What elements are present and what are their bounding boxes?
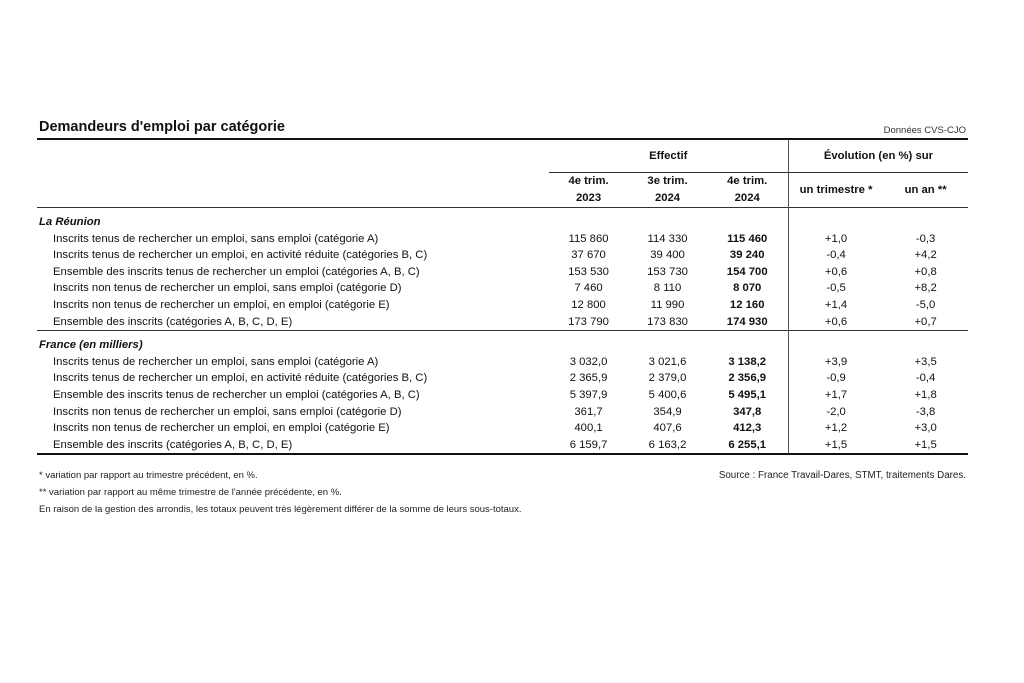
cell-evol-quarter: -0,4 <box>788 247 883 264</box>
row-label: Inscrits tenus de rechercher un emploi, sans emploi (catégorie A) <box>53 232 379 245</box>
section-title: La Réunion <box>39 216 101 228</box>
cell-q4-2024: 5 495,1 <box>728 388 767 401</box>
cell-q4-2023: 361,7 <box>574 405 603 418</box>
table-row <box>37 231 968 248</box>
cell-q3-2024: 114 330 <box>647 232 688 245</box>
cell-evol-year: -5,0 <box>915 298 936 311</box>
cell-q4-2024: 115 460 <box>727 232 768 245</box>
cell-evol-quarter: -0,9 <box>788 370 883 387</box>
cell-q3-2024: 5 400,6 <box>648 388 687 401</box>
cell-evol-year: -0,4 <box>915 372 936 385</box>
cell-q4-2024: 2 356,9 <box>728 372 767 385</box>
table-row <box>37 370 968 387</box>
row-label: Inscrits non tenus de rechercher un emploi, sans emploi (catégorie D) <box>53 282 402 295</box>
source-note: Source : France Travail-Dares, STMT, traitements Dares. <box>718 470 966 481</box>
cell-evol-quarter: +1,4 <box>788 297 883 314</box>
cell-q3-2024: 8 110 <box>653 282 682 295</box>
table-title: Demandeurs d'emploi par catégorie <box>39 119 285 135</box>
header-col-year: un an ** <box>904 183 947 196</box>
table-row <box>37 354 968 371</box>
header-col-q3-2024: 3e trim. 2024 <box>647 175 688 204</box>
cell-evol-year: +1,8 <box>914 388 937 401</box>
cell-evol-year: +4,2 <box>914 249 937 262</box>
cell-q3-2024: 6 163,2 <box>648 438 687 451</box>
cell-q4-2024: 3 138,2 <box>728 355 767 368</box>
cell-evol-year: +3,5 <box>914 355 937 368</box>
cell-evol-quarter: -0,5 <box>788 280 883 297</box>
row-label: Inscrits tenus de rechercher un emploi, en activité réduite (catégories B, C) <box>53 372 428 385</box>
cell-q3-2024: 153 730 <box>647 265 688 278</box>
data-table <box>37 140 968 455</box>
table-row <box>37 387 968 404</box>
section-header <box>37 208 968 231</box>
cell-evol-quarter: +1,0 <box>788 231 883 248</box>
table-row <box>37 404 968 421</box>
cell-q4-2023: 7 460 <box>574 282 603 295</box>
cell-evol-quarter: +0,6 <box>788 264 883 281</box>
cell-q3-2024: 2 379,0 <box>648 372 687 385</box>
cell-q4-2024: 174 930 <box>726 315 768 328</box>
cell-q4-2024: 39 240 <box>729 249 765 262</box>
table-row <box>37 314 968 331</box>
cell-q4-2023: 173 790 <box>568 315 609 328</box>
cell-q4-2023: 2 365,9 <box>569 372 608 385</box>
cell-q4-2024: 412,3 <box>733 422 762 435</box>
cell-q4-2024: 8 070 <box>733 282 762 295</box>
cell-evol-quarter: +1,2 <box>788 420 883 437</box>
header-effectif: Effectif <box>549 140 789 173</box>
cell-evol-quarter: +1,7 <box>788 387 883 404</box>
row-label: Inscrits non tenus de rechercher un emploi, en emploi (catégorie E) <box>53 422 390 435</box>
row-label: Inscrits tenus de rechercher un emploi, en activité réduite (catégories B, C) <box>53 249 428 262</box>
cell-evol-year: +8,2 <box>914 282 937 295</box>
cell-q4-2023: 12 800 <box>571 298 606 311</box>
row-label: Ensemble des inscrits (catégories A, B, C, D, E) <box>53 315 293 328</box>
row-label: Inscrits tenus de rechercher un emploi, sans emploi (catégorie A) <box>53 355 379 368</box>
header-col-quarter: un trimestre * <box>788 173 883 208</box>
cell-evol-quarter: +0,6 <box>788 314 883 331</box>
row-label: Ensemble des inscrits (catégories A, B, C, D, E) <box>53 438 293 451</box>
section-header <box>37 331 968 354</box>
header-col-q4-2023: 4e trim. 2023 <box>568 175 609 204</box>
cell-q4-2024: 12 160 <box>729 298 765 311</box>
cell-evol-year: +1,5 <box>914 438 937 451</box>
cell-q4-2023: 3 032,0 <box>569 355 608 368</box>
table-row <box>37 247 968 264</box>
table-row <box>37 297 968 314</box>
cell-evol-year: +0,7 <box>914 315 937 328</box>
cell-q4-2023: 153 530 <box>568 265 609 278</box>
cell-q4-2023: 6 159,7 <box>569 438 608 451</box>
header-col-q4-2024: 4e trim. 2024 <box>727 175 768 204</box>
table-row <box>37 437 968 455</box>
data-type-note: Données CVS-CJO <box>883 125 966 136</box>
table-row <box>37 420 968 437</box>
cell-evol-year: -0,3 <box>915 232 936 245</box>
section-title: France (en milliers) <box>37 331 549 354</box>
cell-q4-2023: 37 670 <box>571 249 606 262</box>
cell-q4-2023: 115 860 <box>568 232 609 245</box>
cell-evol-year: +0,8 <box>914 265 937 278</box>
cell-q3-2024: 11 990 <box>650 298 685 311</box>
cell-q3-2024: 407,6 <box>653 422 682 435</box>
footnote-year: ** variation par rapport au même trimestre de l'année précédente, en %. <box>39 487 342 498</box>
cell-evol-quarter: +3,9 <box>788 354 883 371</box>
cell-q4-2024: 154 700 <box>726 265 768 278</box>
cell-evol-year: +3,0 <box>914 422 937 435</box>
row-label: Inscrits non tenus de rechercher un emploi, sans emploi (catégorie D) <box>53 405 402 418</box>
cell-evol-year: -3,8 <box>915 405 936 418</box>
table-row <box>37 280 968 297</box>
cell-q3-2024: 354,9 <box>653 405 682 418</box>
footnote-rounding: En raison de la gestion des arrondis, les totaux peuvent très légèrement différer de la somme de leurs sous-totaux. <box>39 504 522 515</box>
cell-q3-2024: 39 400 <box>650 249 685 262</box>
row-label: Ensemble des inscrits tenus de rechercher un emploi (catégories A, B, C) <box>53 388 420 401</box>
footnote-quarter: * variation par rapport au trimestre précédent, en %. <box>39 470 258 481</box>
cell-evol-quarter: -2,0 <box>788 404 883 421</box>
cell-q4-2024: 6 255,1 <box>728 438 767 451</box>
cell-q4-2024: 347,8 <box>733 405 762 418</box>
row-label: Inscrits non tenus de rechercher un emploi, en emploi (catégorie E) <box>53 298 390 311</box>
cell-evol-quarter: +1,5 <box>788 437 883 455</box>
footnotes <box>39 467 521 518</box>
cell-q4-2023: 400,1 <box>574 422 603 435</box>
cell-q3-2024: 3 021,6 <box>648 355 687 368</box>
row-label: Ensemble des inscrits tenus de rechercher un emploi (catégories A, B, C) <box>53 265 420 278</box>
cell-q4-2023: 5 397,9 <box>569 388 608 401</box>
table-row <box>37 264 968 281</box>
cell-q3-2024: 173 830 <box>647 315 688 328</box>
header-evolution: Évolution (en %) sur <box>788 140 968 173</box>
